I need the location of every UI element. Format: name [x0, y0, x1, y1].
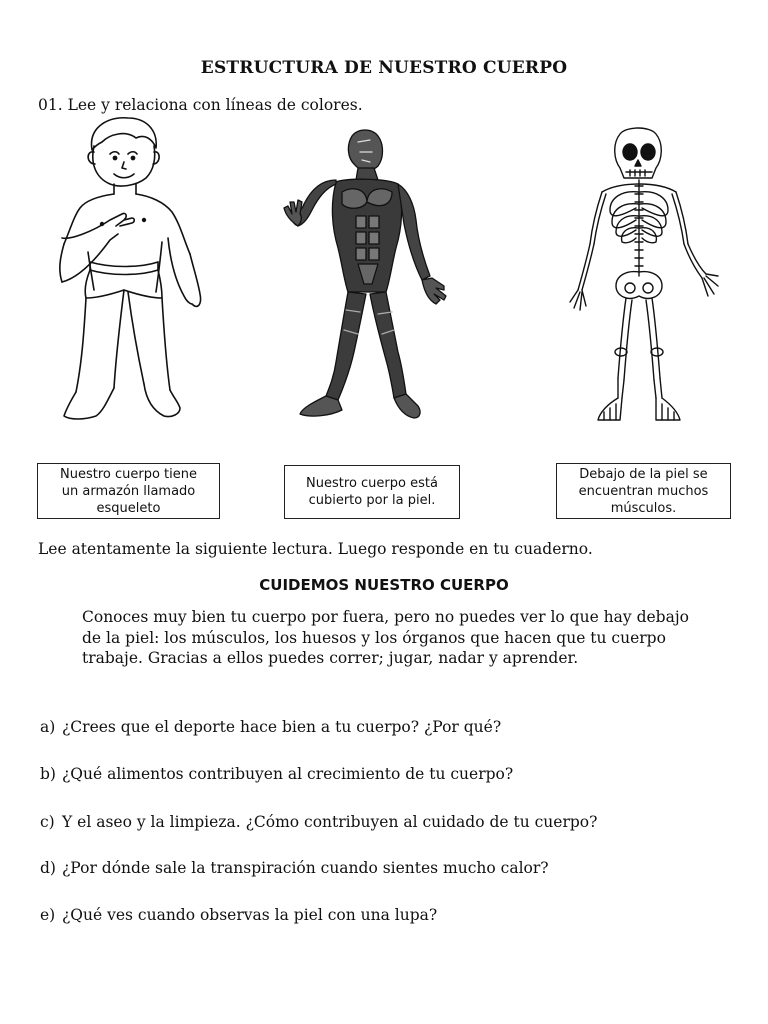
box-muscles [556, 463, 731, 519]
question-text: ¿Qué ves cuando observas la piel con una lupa? [62, 906, 438, 924]
box-skeleton [37, 463, 220, 519]
question-text: Y el aseo y la limpieza. ¿Cómo contribuyen al cuidado de tu cuerpo? [62, 813, 598, 831]
box-line: un armazón llamado [61, 483, 196, 499]
instruction: 01. Lee y relaciona con líneas de colores. [38, 96, 363, 114]
box-line: Debajo de la piel se [579, 466, 708, 482]
reading-text: Conoces muy bien tu cuerpo por fuera, pero no puedes ver lo que hay debajo de la piel: los músculos, los huesos y los órganos que hacen que tu cuerpo trabaje. Gracias a ellos puedes correr; jugar, nadar y aprender. [82, 608, 689, 667]
question-text: ¿Qué alimentos contribuyen al crecimiento de tu cuerpo? [62, 765, 514, 783]
boy-figure [40, 112, 210, 432]
box-line: Nuestro cuerpo tiene [60, 466, 197, 482]
box-line: músculos. [610, 500, 677, 516]
question-text: ¿Por dónde sale la transpiración cuando sientes mucho calor? [62, 859, 549, 877]
skeleton-figure [560, 126, 724, 426]
box-line: encuentran muchos [578, 483, 709, 499]
question-text: ¿Crees que el deporte hace bien a tu cuerpo? ¿Por qué? [62, 718, 502, 736]
question-c [40, 813, 597, 831]
question-letter: e) [40, 906, 56, 924]
page-title: ESTRUCTURA DE NUESTRO CUERPO [200, 58, 568, 78]
question-e [40, 906, 437, 924]
muscle-figure [274, 124, 460, 424]
question-a [40, 718, 501, 736]
box-line: Nuestro cuerpo está [306, 476, 438, 491]
reading-title: CUIDEMOS NUESTRO CUERPO [259, 576, 509, 594]
question-d [40, 859, 549, 877]
box-line: esqueleto [96, 500, 161, 516]
question-letter: a) [40, 718, 56, 736]
box-skin [284, 465, 460, 519]
question-letter: c) [40, 813, 55, 831]
question-letter: d) [40, 859, 56, 877]
box-line: cubierto por la piel. [308, 493, 436, 508]
question-letter: b) [40, 765, 56, 783]
question-b [40, 765, 513, 783]
reading-instruction: Lee atentamente la siguiente lectura. Luego responde en tu cuaderno. [38, 540, 593, 558]
